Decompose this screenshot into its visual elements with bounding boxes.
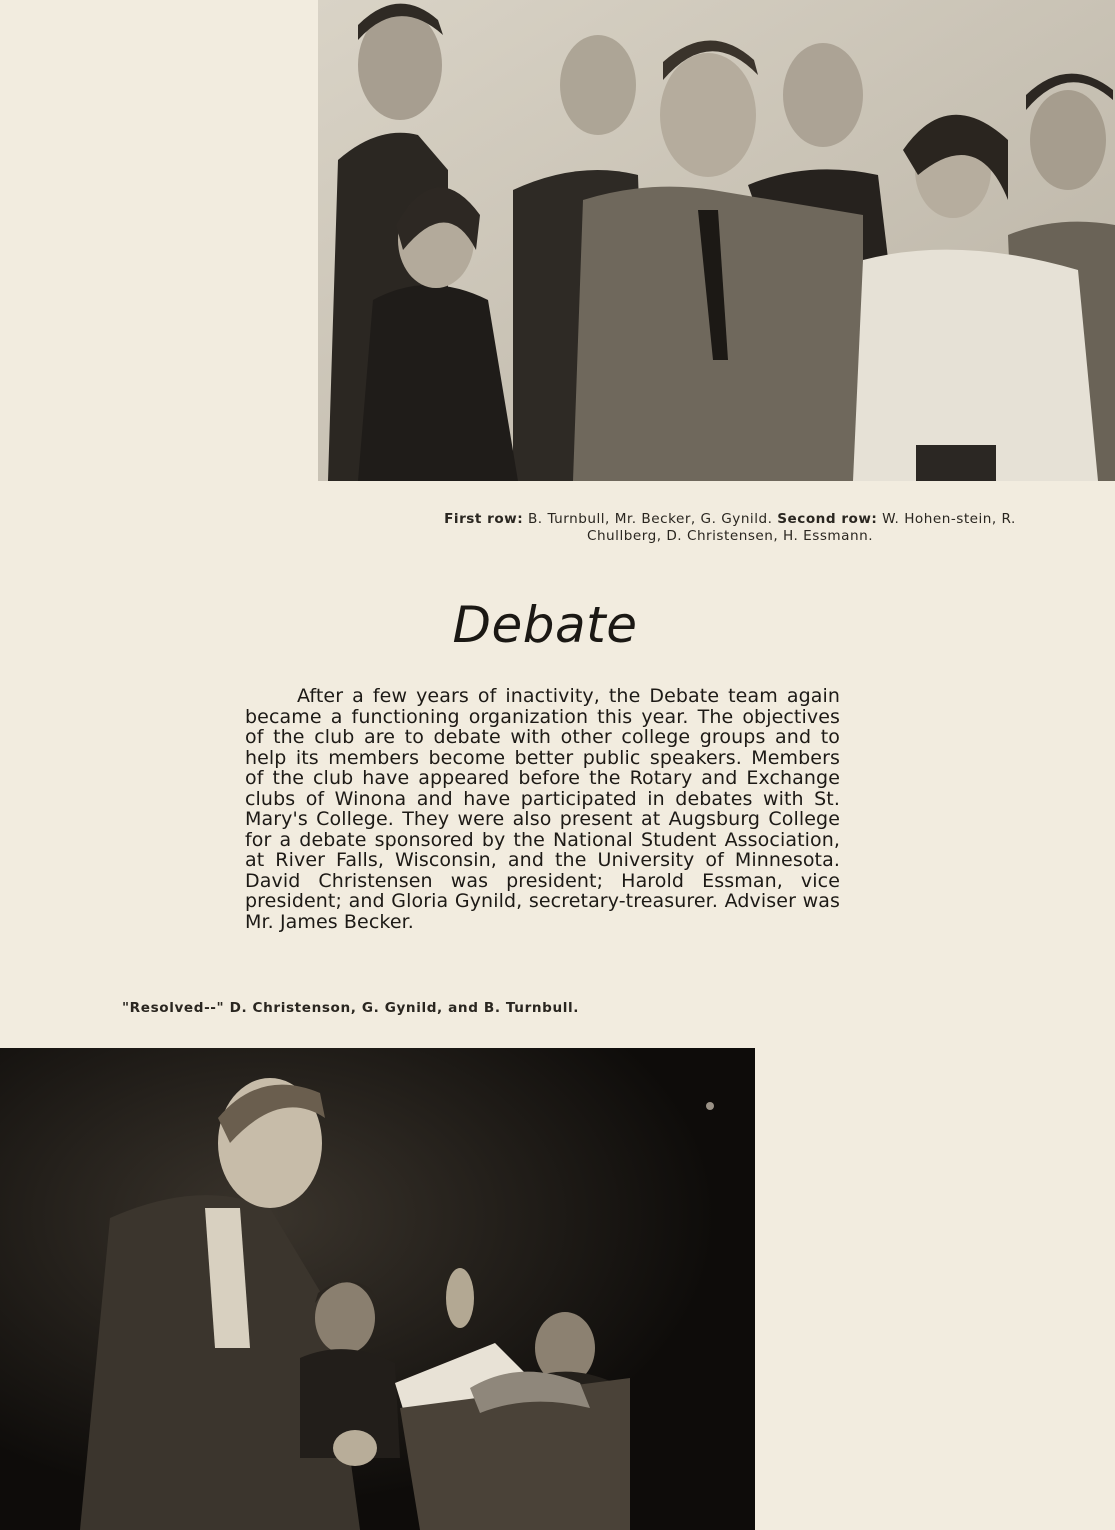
group-photo-image	[318, 0, 1115, 481]
first-row-label: First row:	[444, 511, 524, 527]
body-paragraph	[245, 686, 840, 932]
page-title: Debate	[452, 596, 638, 654]
first-row-names: B. Turnbull, Mr. Becker, G. Gynild.	[523, 511, 778, 527]
debate-photo-image	[0, 1048, 755, 1530]
second-row-label: Second row:	[777, 511, 878, 527]
bottom-photo-caption: "Resolved--" D. Christenson, G. Gynild, and B. Turnbull.	[122, 1000, 580, 1016]
top-photo-caption	[420, 511, 1040, 545]
body-text: After a few years of inactivity, the Debate team again became a functioning organization this year. The objectives of the club are to debate with other college groups and to help its members become better public speakers. Members of the club have appeared before the Rotary and Exchange clubs of Winona and have participated in debates with St. Mary's College. They were also present at Augsburg College for a debate sponsored by the National Student Association, at River Falls, Wisconsin, and the University of Minnesota. David Christensen was president; Harold Essman, vice president; and Gloria Gynild, secretary-treasurer. Adviser was Mr. James Becker.	[245, 685, 840, 933]
group-photo	[318, 0, 1115, 481]
second-row-names: W. Hohen-stein, R. Chullberg, D. Christensen, H. Essmann.	[586, 511, 1016, 544]
debate-photo	[0, 1048, 755, 1530]
